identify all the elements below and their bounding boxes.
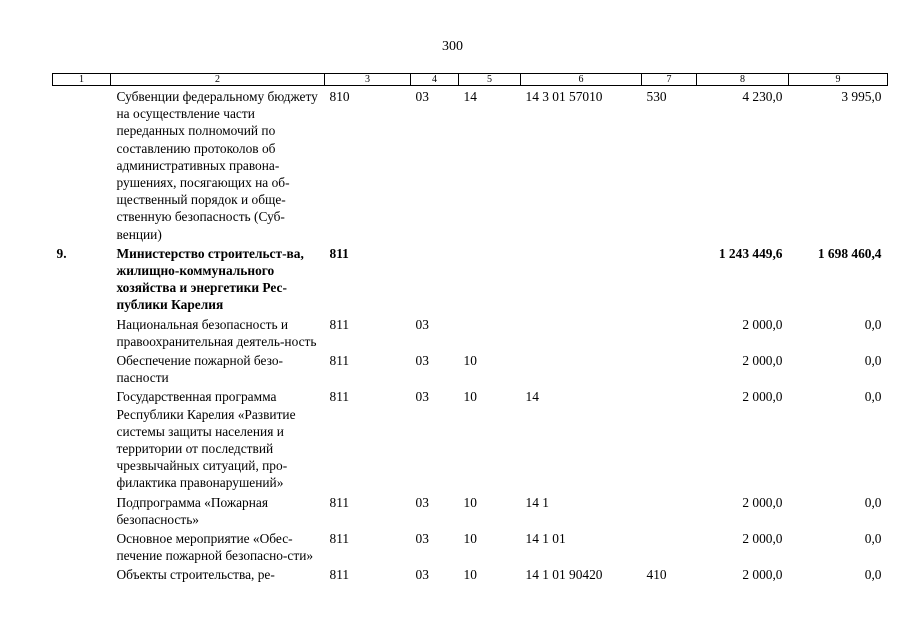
table-row — [53, 86, 888, 243]
subsection-code: 10 — [463, 531, 477, 547]
ministry-code: 811 — [329, 567, 350, 583]
column-number-3: 3 — [325, 74, 411, 86]
amount-col9: 0,0 — [864, 389, 882, 405]
ministry-code: 811 — [329, 531, 350, 547]
expense-type-code — [642, 528, 697, 564]
column-number-2: 2 — [111, 74, 325, 86]
target-article-code: 14 3 01 57010 — [525, 89, 603, 104]
column-number-6: 6 — [521, 74, 642, 86]
row-name: Государственная программа Республики Карелия «Развитие системы защиты населения и территории от последствий чрезвычайных ситуаций, про-филактика правонарушений» — [116, 389, 296, 491]
amount-col9: 0,0 — [864, 567, 882, 583]
target-article-code: 14 1 01 — [525, 531, 566, 547]
row-number — [53, 386, 111, 491]
expense-type-code — [642, 386, 697, 491]
row-name: Подпрограмма «Пожарная безопасность» — [116, 494, 269, 527]
expense-type-code — [642, 350, 697, 386]
table-row — [53, 314, 888, 350]
amount-col9: 0,0 — [864, 494, 882, 510]
amount-col8: 2 000,0 — [742, 389, 783, 405]
target-article-code — [521, 243, 642, 314]
row-number — [53, 350, 111, 386]
ministry-code: 811 — [329, 353, 350, 369]
table-row — [53, 528, 888, 564]
row-name: Объекты строительства, ре- — [116, 567, 275, 583]
expense-type-code — [642, 243, 697, 314]
subsection-code: 10 — [463, 389, 477, 405]
section-code: 03 — [415, 494, 429, 510]
amount-col9: 0,0 — [864, 531, 882, 547]
column-number-7: 7 — [642, 74, 697, 86]
section-code: 03 — [415, 316, 429, 332]
page-number: 300 — [442, 39, 463, 54]
amount-col8: 2 000,0 — [742, 316, 783, 332]
column-number-4: 4 — [411, 74, 459, 86]
row-number — [53, 528, 111, 564]
row-number: 9. — [56, 245, 67, 261]
column-number-8: 8 — [697, 74, 789, 86]
expense-type-code — [642, 492, 697, 528]
subsection-code: 14 — [463, 89, 477, 104]
subsection-code — [459, 243, 521, 314]
amount-col8: 4 230,0 — [742, 89, 783, 104]
column-number-9: 9 — [789, 74, 888, 86]
expense-type-code: 410 — [646, 567, 667, 583]
target-article-code — [521, 350, 642, 386]
amount-col9: 1 698 460,4 — [817, 245, 882, 261]
column-number-1: 1 — [53, 74, 111, 86]
target-article-code: 14 1 — [525, 494, 549, 510]
section-code — [411, 243, 459, 314]
ministry-code: 811 — [329, 389, 350, 405]
ministry-code: 811 — [329, 316, 350, 332]
ministry-code: 810 — [329, 89, 350, 104]
subsection-code — [459, 314, 521, 350]
amount-col8: 2 000,0 — [742, 531, 783, 547]
table-row — [53, 492, 888, 528]
amount-col8: 1 243 449,6 — [718, 245, 783, 261]
section-code: 03 — [415, 567, 429, 583]
row-name: Национальная безопасность и правоохранительная деятель-ность — [116, 316, 317, 349]
table-body — [53, 86, 888, 584]
target-article-code: 14 — [525, 389, 539, 405]
section-code: 03 — [415, 353, 429, 369]
section-code: 03 — [415, 89, 429, 104]
row-name: Обеспечение пожарной безо-пасности — [116, 353, 284, 386]
amount-col8: 2 000,0 — [742, 353, 783, 369]
row-name: Министерство строительст-ва, жилищно-коммунального хозяйства и энергетики Рес-публики Карелия — [116, 245, 304, 313]
amount-col9: 0,0 — [864, 316, 882, 332]
subsection-code: 10 — [463, 494, 477, 510]
amount-col8: 2 000,0 — [742, 567, 783, 583]
amount-col9: 3 995,0 — [841, 89, 882, 104]
expense-type-code: 530 — [646, 89, 667, 104]
section-code: 03 — [415, 389, 429, 405]
row-number — [53, 314, 111, 350]
table-row — [53, 243, 888, 314]
table-row — [53, 386, 888, 491]
target-article-code — [521, 314, 642, 350]
table-row — [53, 350, 888, 386]
ministry-code: 811 — [329, 494, 350, 510]
amount-col8: 2 000,0 — [742, 494, 783, 510]
expense-type-code — [642, 314, 697, 350]
row-name: Основное мероприятие «Обес-печение пожарной безопасно-сти» — [116, 531, 314, 564]
table-row — [53, 564, 888, 583]
row-name: Субвенции федеральному бюджету на осуществление части переданных полномочий по составлению протоколов об административных правона-рушениях, посягающих на об-щественный порядок и обще-ственную безопасность (Суб-венции) — [116, 89, 318, 242]
section-code: 03 — [415, 531, 429, 547]
column-number-5: 5 — [459, 74, 521, 86]
row-number — [53, 86, 111, 243]
row-number — [53, 564, 111, 583]
table-header — [53, 74, 888, 86]
budget-table — [52, 73, 888, 584]
subsection-code: 10 — [463, 567, 477, 583]
row-number — [53, 492, 111, 528]
amount-col9: 0,0 — [864, 353, 882, 369]
target-article-code: 14 1 01 90420 — [525, 567, 603, 583]
subsection-code: 10 — [463, 353, 477, 369]
ministry-code: 811 — [329, 245, 349, 261]
header-row — [53, 74, 888, 86]
